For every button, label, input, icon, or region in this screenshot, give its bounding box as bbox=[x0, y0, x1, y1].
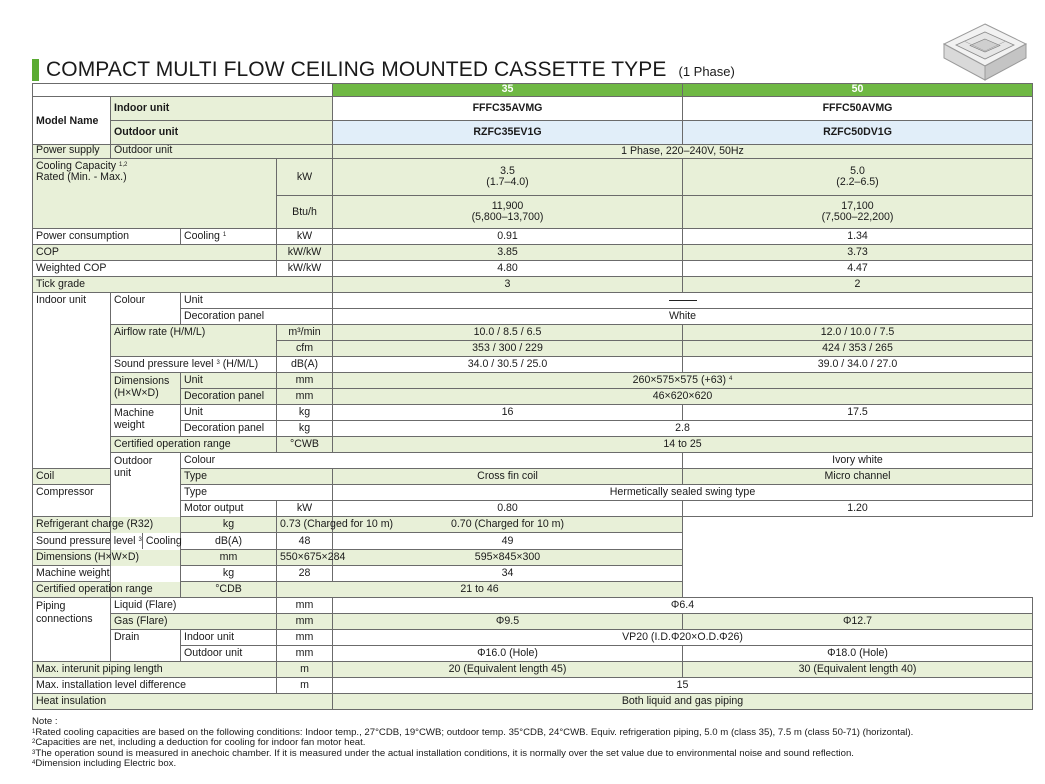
power-supply-sub: Outdoor unit bbox=[111, 145, 333, 159]
indoor-weight-50: 17.5 bbox=[683, 405, 1033, 421]
outdoor-weight-unit: kg bbox=[181, 566, 277, 582]
outdoor-sound-sub: Cooling bbox=[142, 533, 185, 549]
outdoor-weight-35: 28 bbox=[277, 566, 333, 582]
outdoor-range-label: Certified operation range bbox=[33, 582, 181, 598]
airflow-label: Airflow rate (H/M/L) bbox=[111, 325, 277, 357]
outdoor-weight-label: Machine weight bbox=[33, 566, 181, 582]
indoor-colour-label: Colour bbox=[111, 293, 181, 325]
indoor-weight-panel-value: 2.8 bbox=[333, 421, 1033, 437]
indoor-sound-50: 39.0 / 34.0 / 27.0 bbox=[683, 357, 1033, 373]
max-piping-35: 20 (Equivalent length 45) bbox=[333, 662, 683, 678]
cooling-capacity-kw-35: 3.5 (1.7–4.0) bbox=[333, 159, 683, 196]
indoor-colour-unit-label: Unit bbox=[181, 293, 333, 309]
outdoor-range-value: 21 to 46 bbox=[277, 582, 683, 598]
cop-35: 3.85 bbox=[333, 245, 683, 261]
power-consumption-35: 0.91 bbox=[333, 229, 683, 245]
outdoor-coil-sub: Type bbox=[181, 469, 333, 485]
outdoor-coil-50: Micro channel bbox=[683, 469, 1033, 485]
outdoor-dimensions-50: 595×845×300 bbox=[333, 550, 683, 566]
liquid-unit: mm bbox=[277, 598, 333, 614]
power-consumption-50: 1.34 bbox=[683, 229, 1033, 245]
indoor-dimensions-panel-unit: mm bbox=[277, 389, 333, 405]
title-accent-bar bbox=[32, 59, 39, 81]
model-outdoor-35: RZFC35EV1G bbox=[333, 121, 683, 145]
drain-label: Drain bbox=[111, 630, 181, 662]
indoor-dimensions-panel-label: Decoration panel bbox=[181, 389, 277, 405]
note-1: $^1$Rated cooling capacities are based on the following conditions: Indoor temp., 27°CDB, 19°CWB; outdoor temp. 35°CDB, 24°CWB. Equiv. refrigeration piping, 5.0 m (class 35), 7.5 m (class 50-71) (horizontal). bbox=[32, 726, 914, 738]
drain-outdoor-50: Φ18.0 (Hole) bbox=[683, 646, 1033, 662]
compressor-label: Compressor bbox=[33, 485, 111, 517]
power-consumption-label: Power consumption bbox=[33, 229, 181, 245]
max-piping-unit: m bbox=[277, 662, 333, 678]
indoor-weight-unit-label: Unit bbox=[181, 405, 277, 421]
indoor-weight-35: 16 bbox=[333, 405, 683, 421]
note-4: $^4$Dimension including Electric box. bbox=[32, 758, 177, 769]
gas-unit: mm bbox=[277, 614, 333, 630]
indoor-dimensions-label: Dimensions (H×W×D) bbox=[111, 373, 181, 405]
outdoor-colour-label: Colour bbox=[181, 453, 683, 469]
power-consumption-sub: Cooling $^1$ bbox=[181, 229, 277, 245]
compressor-motor-unit: kW bbox=[277, 501, 333, 517]
compressor-type-value: Hermetically sealed swing type bbox=[333, 485, 1033, 501]
outdoor-sound-label bbox=[33, 533, 181, 550]
heat-insulation-value: Both liquid and gas piping bbox=[333, 694, 1033, 710]
compressor-motor-35: 0.80 bbox=[333, 501, 683, 517]
piping-label: Piping connections bbox=[33, 598, 111, 662]
airflow-50-b: 424 / 353 / 265 bbox=[683, 341, 1033, 357]
max-level-label: Max. installation level difference bbox=[33, 678, 277, 694]
max-level-unit: m bbox=[277, 678, 333, 694]
indoor-sound-35: 34.0 / 30.5 / 25.0 bbox=[333, 357, 683, 373]
max-piping-50: 30 (Equivalent length 40) bbox=[683, 662, 1033, 678]
outdoor-unit-label: Outdoor unit bbox=[111, 453, 181, 598]
cooling-capacity-label: Cooling Capacity $^{1,2}$ Rated (Min. - Max.) bbox=[33, 159, 277, 229]
indoor-colour-unit-value bbox=[333, 293, 1033, 309]
title-main: COMPACT MULTI FLOW CEILING MOUNTED CASSETTE TYPE bbox=[46, 58, 667, 81]
tick-grade-35: 3 bbox=[333, 277, 683, 293]
note-2: $^2$Capacities are net, including a deduction for cooling for indoor fan motor heat. bbox=[32, 737, 366, 748]
tick-grade-label: Tick grade bbox=[33, 277, 333, 293]
weighted-cop-50: 4.47 bbox=[683, 261, 1033, 277]
drain-indoor-label: Indoor unit bbox=[181, 630, 277, 646]
max-level-value: 15 bbox=[333, 678, 1033, 694]
drain-outdoor-label: Outdoor unit bbox=[181, 646, 277, 662]
outdoor-sound-text: Sound pressure level $^3$ bbox=[36, 534, 142, 547]
outdoor-weight-50: 34 bbox=[333, 566, 683, 582]
power-supply-label: Power supply bbox=[33, 145, 111, 159]
airflow-35-a: 10.0 / 8.5 / 6.5 bbox=[333, 325, 683, 341]
model-indoor-label: Indoor unit bbox=[111, 97, 333, 121]
cooling-capacity-btu-50: 17,100 (7,500–22,200) bbox=[683, 196, 1033, 229]
indoor-weight-label: Machine weight bbox=[111, 405, 181, 437]
indoor-colour-panel-value: White bbox=[333, 309, 1033, 325]
heat-insulation-label: Heat insulation bbox=[33, 694, 333, 710]
outdoor-sound-50: 49 bbox=[333, 533, 683, 550]
airflow-35-b: 353 / 300 / 229 bbox=[333, 341, 683, 357]
refrigerant-unit: kg bbox=[181, 517, 277, 533]
weighted-cop-unit: kW/kW bbox=[277, 261, 333, 277]
model-indoor-50: FFFC50AVMG bbox=[683, 97, 1033, 121]
refrigerant-label: Refrigerant charge (R32) bbox=[33, 517, 181, 533]
cop-50: 3.73 bbox=[683, 245, 1033, 261]
outdoor-dimensions-unit: mm bbox=[181, 550, 277, 566]
model-outdoor-50: RZFC50DV1G bbox=[683, 121, 1033, 145]
indoor-dimensions-unit-label: Unit bbox=[181, 373, 277, 389]
compressor-motor-50: 1.20 bbox=[683, 501, 1033, 517]
gas-label: Gas (Flare) bbox=[111, 614, 277, 630]
weighted-cop-35: 4.80 bbox=[333, 261, 683, 277]
compressor-motor-label: Motor output bbox=[181, 501, 277, 517]
indoor-dimensions-unit-value: 260×575×575 (+63) $^4$ bbox=[333, 373, 1033, 389]
cop-label: COP bbox=[33, 245, 277, 261]
airflow-unit2: cfm bbox=[277, 341, 333, 357]
drain-indoor-unit: mm bbox=[277, 630, 333, 646]
col-header-35: 35 bbox=[333, 84, 683, 97]
liquid-label: Liquid (Flare) bbox=[111, 598, 277, 614]
outdoor-coil-35: Cross fin coil bbox=[333, 469, 683, 485]
weighted-cop-label: Weighted COP bbox=[33, 261, 277, 277]
refrigerant-35: 0.73 (Charged for 10 m) bbox=[277, 517, 333, 533]
notes bbox=[32, 717, 1037, 770]
max-piping-label: Max. interunit piping length bbox=[33, 662, 277, 678]
power-supply-value: 1 Phase, 220–240V, 50Hz bbox=[333, 145, 1033, 159]
outdoor-sound-35: 48 bbox=[277, 533, 333, 550]
indoor-colour-panel-label: Decoration panel bbox=[181, 309, 333, 325]
outdoor-range-unit: °CDB bbox=[181, 582, 277, 598]
col-header-50: 50 bbox=[683, 84, 1033, 97]
cooling-capacity-btu-35: 11,900 (5,800–13,700) bbox=[333, 196, 683, 229]
indoor-range-unit: °CWB bbox=[277, 437, 333, 453]
cooling-capacity-kw-unit: kW bbox=[277, 159, 333, 196]
power-consumption-unit: kW bbox=[277, 229, 333, 245]
indoor-weight-panel-label: Decoration panel bbox=[181, 421, 277, 437]
ceiling-cassette-icon bbox=[940, 20, 1030, 88]
drain-outdoor-unit: mm bbox=[277, 646, 333, 662]
refrigerant-50: 0.70 (Charged for 10 m) bbox=[333, 517, 683, 533]
spec-table bbox=[32, 83, 1033, 710]
notes-heading: Note : bbox=[32, 716, 58, 727]
compressor-type-label: Type bbox=[181, 485, 333, 501]
outdoor-sound-unit: dB(A) bbox=[181, 533, 277, 550]
page-title bbox=[32, 56, 735, 82]
dash-icon bbox=[669, 300, 697, 301]
indoor-weight-panel-unit: kg bbox=[277, 421, 333, 437]
gas-35: Φ9.5 bbox=[333, 614, 683, 630]
indoor-range-label: Certified operation range bbox=[111, 437, 277, 453]
outdoor-coil-label: Coil bbox=[33, 469, 111, 485]
indoor-sound-unit: dB(A) bbox=[277, 357, 333, 373]
cooling-capacity-btu-unit: Btu/h bbox=[277, 196, 333, 229]
tick-grade-50: 2 bbox=[683, 277, 1033, 293]
model-indoor-35: FFFC35AVMG bbox=[333, 97, 683, 121]
airflow-unit1: m³/min bbox=[277, 325, 333, 341]
liquid-value: Φ6.4 bbox=[333, 598, 1033, 614]
outdoor-dimensions-label: Dimensions (H×W×D) bbox=[33, 550, 181, 566]
indoor-dimensions-unit: mm bbox=[277, 373, 333, 389]
drain-indoor-value: VP20 (I.D.Φ20×O.D.Φ26) bbox=[333, 630, 1033, 646]
header-row bbox=[33, 84, 1033, 97]
outdoor-dimensions-35: 550×675×284 bbox=[277, 550, 333, 566]
indoor-weight-unit: kg bbox=[277, 405, 333, 421]
airflow-50-a: 12.0 / 10.0 / 7.5 bbox=[683, 325, 1033, 341]
title-phase: (1 Phase) bbox=[678, 64, 735, 79]
model-name-label: Model Name bbox=[33, 97, 111, 145]
gas-50: Φ12.7 bbox=[683, 614, 1033, 630]
note-3: $^3$The operation sound is measured in anechoic chamber. If it is measured under the actual installation conditions, it is normally over the set value due to environmental noise and sound reflection. bbox=[32, 747, 854, 759]
model-outdoor-label: Outdoor unit bbox=[111, 121, 333, 145]
cop-unit: kW/kW bbox=[277, 245, 333, 261]
drain-outdoor-35: Φ16.0 (Hole) bbox=[333, 646, 683, 662]
cooling-capacity-kw-50: 5.0 (2.2–6.5) bbox=[683, 159, 1033, 196]
indoor-range-value: 14 to 25 bbox=[333, 437, 1033, 453]
outdoor-colour-value: Ivory white bbox=[683, 453, 1033, 469]
indoor-unit-label: Indoor unit bbox=[33, 293, 111, 469]
indoor-dimensions-panel-value: 46×620×620 bbox=[333, 389, 1033, 405]
indoor-sound-label: Sound pressure level $^3$ (H/M/L) bbox=[111, 357, 277, 373]
